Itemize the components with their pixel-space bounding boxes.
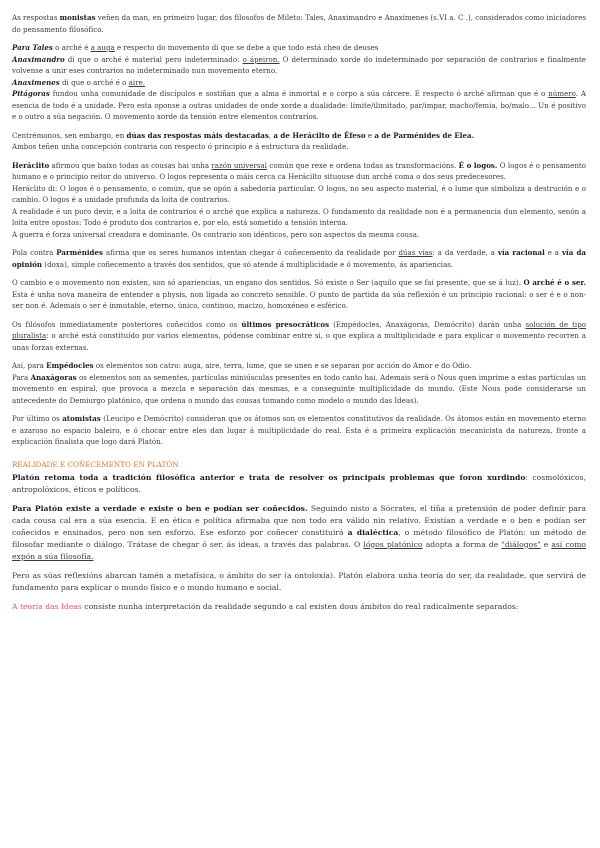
underlined-term: o ápeiron. bbox=[242, 54, 280, 64]
text: fundou unha comunidade de discípulos e sostiñan que a alma é inmortal e o corpo a súa cárcere. E respecto ó arché afirman que é o bbox=[49, 89, 549, 98]
underlined-term: aire. bbox=[128, 77, 146, 87]
text: Pola contra bbox=[12, 248, 57, 257]
text: e a bbox=[544, 248, 562, 257]
platon-metafisica-paragraph: Pero as súas reflexións abarcan tamén a metafísica, o ámbito do ser (a ontoloxía). Platón elabora unha teoría do ser, da realidade, que servirá de fundamento para explicar o mundo físico e o mundo humano e social. bbox=[12, 570, 586, 592]
tales-paragraph bbox=[12, 42, 586, 54]
philosopher-name: Heráclito bbox=[12, 160, 50, 170]
text: afirmou que baixo todas as cousas hai unha bbox=[49, 160, 212, 170]
philosopher-name: Pitágoras bbox=[12, 89, 50, 98]
bold-term: a dialéctica bbox=[347, 527, 399, 537]
heraclito-paragraph bbox=[12, 160, 586, 183]
highlighted-term: A teoría das Ideas bbox=[12, 601, 82, 611]
text: di que o arché é material pero indeterminado: bbox=[64, 54, 243, 64]
bold-term: Para Platón existe a verdade e existe o ben e podían ser coñecidos. bbox=[12, 503, 308, 513]
centre-paragraph bbox=[12, 130, 586, 142]
text: Centrémonos, sen embargo, en bbox=[12, 130, 127, 140]
text: afirma que os seres humanos intentan chegar ó coñecemento da realidade por bbox=[103, 248, 399, 257]
bold-term: Platón retoma toda a tradición filosófica anterior e trata de resolver os principais problemas que foron xurdindo bbox=[12, 472, 526, 482]
heraclito-line-3: A realidade é un puro devir, e a loita de contrarios é o arché que explica a natureza. O fundamento da realidade non é a permanencia dun elemento, senón a loita entre opostos: Todo é produto dos contrarios e, por elo, está sometido a tensión interna. bbox=[12, 206, 586, 227]
philosopher-name: Para Tales bbox=[12, 43, 53, 52]
bold-term: dúas das respostas máis destacadas bbox=[126, 130, 269, 140]
underlined-term: número bbox=[548, 89, 576, 98]
text: e bbox=[365, 130, 375, 140]
text: Para bbox=[12, 372, 31, 382]
bold-term: vía da opinión bbox=[12, 248, 586, 269]
section-heading: REALIDADE E COÑECEMENTO EN PLATÓN bbox=[12, 459, 179, 469]
anaxagoras-paragraph bbox=[12, 372, 586, 407]
underlined-term: dúas vías bbox=[398, 248, 433, 257]
text: (Leucipo e Demócrito) consideran que os átomos son os elementos constitutivos da realidade. Os átomos están en movemento eterno e azaroso no espacio baleiro, e ó chocar entre eles dan lugar á multiplicidade do real. Esta é a primeira explicación mecanicista da natureza, fronte a explicación finalista que logo dará Platón. bbox=[12, 414, 586, 446]
text: di que o arché é o bbox=[59, 77, 129, 87]
text: Por último os bbox=[12, 414, 63, 423]
text: Así, para bbox=[12, 361, 47, 370]
bold-term: últimos presocráticos bbox=[241, 319, 330, 329]
platon-ideas-paragraph bbox=[12, 601, 586, 613]
atomistas-paragraph bbox=[12, 413, 586, 448]
underlined-term: a auga bbox=[90, 43, 115, 52]
underlined-term: "diálogos" bbox=[501, 539, 541, 549]
text: adopta a forma de bbox=[422, 539, 502, 549]
text: Os filósofos inmediatamente posteriores coñecidos como os bbox=[12, 319, 242, 329]
text: : o arché está constituído por varios elementos, pódense combinar entre si, o que explica a multiplicidade e para explicar o movemento recorren a unas forzas externas. bbox=[12, 331, 586, 352]
bold-term: a de Parménides de Elea. bbox=[374, 130, 475, 140]
philosopher-name: Anaximenes bbox=[12, 77, 60, 87]
bold-term: atomistas bbox=[62, 414, 101, 423]
empedocles-paragraph bbox=[12, 360, 586, 372]
text: O cambio e o movemento non existen, son só apariencias, un engano dos sentidos. Só existe o Ser (aquilo que se fai presente, que se á luz). bbox=[12, 278, 524, 287]
text: (Empédocles, Anaxágoras, Demócrito) darán unha bbox=[329, 319, 526, 329]
philosopher-name: Anaxágoras bbox=[30, 372, 77, 382]
bold-term: O arché é o ser. bbox=[523, 278, 586, 287]
text: : cosmolóxicos, antropolóxicos, éticos e políticos. bbox=[12, 472, 586, 494]
text: As respostas bbox=[12, 13, 60, 22]
text: os elementos son catro: auga, aire, terra, lume, que se unen e se separan por acción do Amor e do Odio. bbox=[93, 361, 472, 370]
anaximenes-paragraph bbox=[12, 77, 586, 89]
text: os elementos son as sementes, partículas miniúsculas presentes en todo canto hai. Ademais será o Nous quen imprime a estas partículas un movemento en espiral, que provoca a mezcla e separación das mesmas, e a conseguinte multiplicidade do mundo. (Este Nous pode considerarse un antecedente do Demiurgo platónico, que ordena o mundo das cousas tomando como modelo o mundo das Ideas). bbox=[12, 372, 586, 405]
text: O determinado xorde do indeterminado por separación de contrarios e finalmente volvense a unir eses contrarios no indeterminado nun movemento eterno. bbox=[12, 54, 586, 75]
text: . A esencia de todo é a unidade. Pero esta oponse a outras unidades de onde xorde a dualidade: límite/ilimitado, par/impar, macho/femia, bo/malo... Un é positivo e o outro a súa negación. O movemento xorde da tensión entre elementos contrarios. bbox=[12, 89, 586, 121]
bold-term: a de Herácilto de Éfeso bbox=[273, 130, 366, 140]
parmenides-paragraph bbox=[12, 247, 586, 270]
text: consiste nunha interpretación da realidade segundo a cal existen dous ámbitos do real radicalmente separados: bbox=[81, 601, 519, 611]
bold-term: É o logos. bbox=[458, 160, 498, 170]
philosopher-name: Anaximandro bbox=[12, 54, 65, 64]
intro-paragraph bbox=[12, 12, 586, 35]
heraclito-line-2: Heráclito di: O logos é o pensamento, o común, que se opón á sabedoria particular. O logos, no seu aspecto material, é o lume que simboliza a destrución e o cambio. O logos é a unidade profunda da loita de contrarios. bbox=[12, 183, 586, 204]
text: común que rexe e ordena todas as transformacións. bbox=[267, 160, 459, 170]
text: e bbox=[540, 539, 552, 549]
text: O logos é o pensamento humano e o principio reitor do universo. O logos representa o máis cerca ca Herácilto situouse dun arché coma o dos seus predecesores. bbox=[12, 160, 586, 181]
underlined-term: lógos platónico bbox=[363, 539, 423, 549]
bold-term: monistas bbox=[59, 13, 96, 22]
anaximandro-paragraph bbox=[12, 54, 586, 77]
pluralistas-paragraph bbox=[12, 319, 586, 354]
text: Seguindo nisto a Sócrates, el tiña a pretensión de poder definir para cada cousa cal era a súa esencia. E en ética e política afirmaba que non todo era válido nin relativo. Existían a verdade e o ben e podían ser coñecidos e ensinados, pero non sen esforzo. Ese esforzo por coñecer constituirá bbox=[12, 503, 586, 537]
platon-intro-paragraph bbox=[12, 472, 586, 496]
parmenides-paragraph-2 bbox=[12, 277, 586, 312]
pitagoras-paragraph bbox=[12, 88, 586, 123]
text: e respecto do movemento di que se debe a que todo está cheo de deuses bbox=[114, 43, 379, 52]
underlined-term: razón universal bbox=[211, 160, 268, 170]
philosopher-name: Empédocles bbox=[46, 361, 94, 370]
text: (doxa), simple coñecemento a través dos sentidos, que só atende á multiplicidade e ó movemento, ás apariencias. bbox=[42, 259, 454, 269]
text: , bbox=[268, 130, 274, 140]
text: : a da verdade, a bbox=[432, 248, 498, 257]
philosopher-name: Parménides bbox=[56, 248, 103, 257]
text: o arché é bbox=[52, 43, 91, 52]
underlined-term: así como expón a súa filosofía. bbox=[12, 539, 587, 561]
centre-line-2: Ambos teñen unha concepción contraria con respecto ó principio e á estructura da realidade. bbox=[12, 142, 349, 151]
heraclito-line-4: A guerra é forza universal creadora e dominante. Os contrario son idénticos, pero son aspectos da mesma cousa. bbox=[12, 229, 420, 239]
document-page bbox=[12, 12, 586, 613]
text: veñen da man, en primeiro lugar, dos filosofos de Mileto: Tales, Anaximandro e Anaxímenes (s.VI a. C .), considerados como iniciadores do pensamento filosófico. bbox=[12, 13, 587, 34]
platon-verdade-paragraph bbox=[12, 503, 586, 563]
text: , o método filosófico de Platón: un método de filosofar mediante o diálogo. Trátase de chegar ó ser, ás ideas, a través das palabras. O bbox=[12, 527, 586, 549]
bold-term: vía racional bbox=[497, 248, 545, 257]
text: Esta é unha nova maneira de entender a physis, non ligada ao concreto sensible. O punto de partida da súa reflexión é un principio racional: o ser é e o non-ser non é. Ademais o ser é inmutable, eterno, único, continuo, macizo, homoxéneo e esférico. bbox=[12, 289, 586, 310]
underlined-term: solución de tipo pluralista bbox=[12, 319, 586, 340]
